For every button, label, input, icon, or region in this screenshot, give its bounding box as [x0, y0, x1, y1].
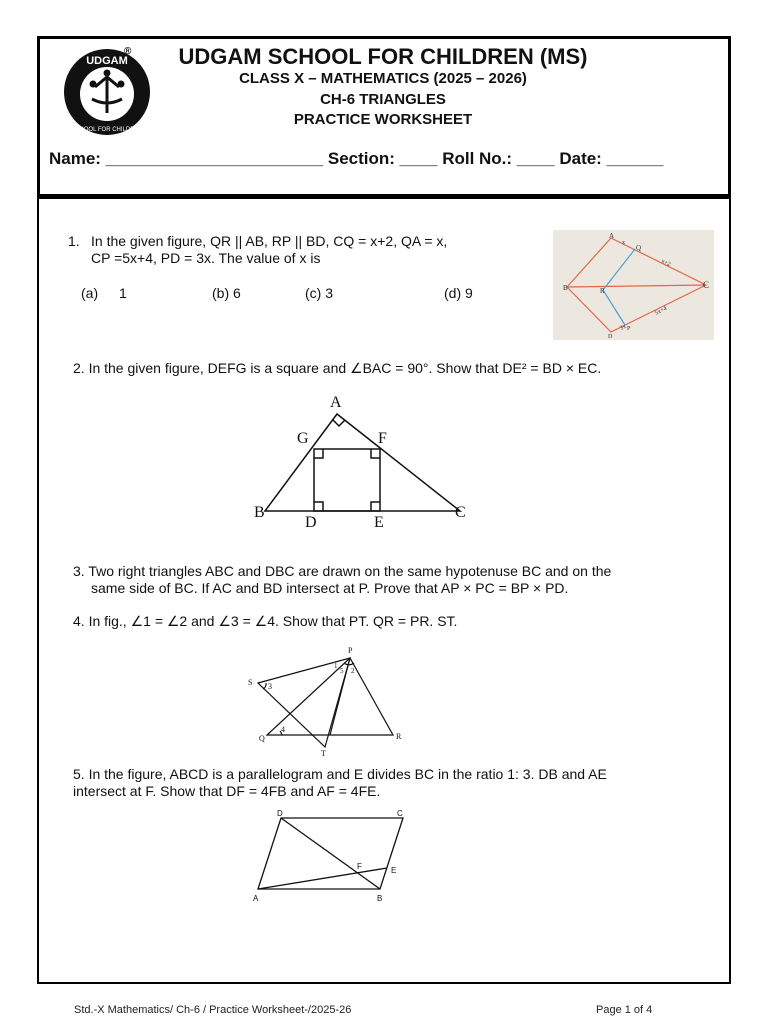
q5-label-B: B — [377, 894, 383, 903]
q5-line2: intersect at F. Show that DF = 4FB and AF = 4FE. — [73, 783, 381, 799]
q4-angle-2: 2 — [351, 667, 355, 675]
q5-label-D: D — [277, 809, 283, 818]
q5-line1: 5. In the figure, ABCD is a parallelogram and E divides BC in the ratio 1: 3. DB and AE — [73, 766, 607, 782]
q4-angle-5: 5 — [340, 667, 344, 675]
footer-left: Std.-X Mathematics/ Ch-6 / Practice Worksheet-/2025-26 — [74, 1004, 352, 1016]
q1-option-d: (d) 9 — [444, 285, 473, 301]
q4-label-T: T — [321, 749, 326, 758]
q1-label-R: R — [600, 287, 605, 295]
school-name: UDGAM SCHOOL FOR CHILDREN (MS) — [178, 44, 588, 69]
q3-line1: 3. Two right triangles ABC and DBC are drawn on the same hypotenuse BC and on the — [73, 563, 612, 579]
q2-text: 2. In the given figure, DEFG is a square and ∠BAC = 90°. Show that DE² = BD × EC. — [73, 360, 602, 376]
q4-angle-4: 4 — [281, 725, 285, 734]
q2-label-B: B — [254, 504, 265, 521]
class-subject: CLASS X – MATHEMATICS (2025 – 2026) — [239, 70, 527, 87]
q5-label-C: C — [397, 809, 403, 818]
q1-number: 1. — [68, 233, 80, 249]
q1-label-B: B — [563, 284, 568, 292]
q5-label-E: E — [391, 866, 397, 875]
q2-label-A: A — [330, 394, 342, 411]
q4-angle-3: 3 — [268, 682, 272, 691]
q1-line2: CP =5x+4, PD = 3x. The value of x is — [91, 250, 321, 266]
q1-label-cq: x+2 — [660, 258, 672, 269]
q1-label-cp: 5x+4 — [654, 305, 668, 317]
q5-label-A: A — [253, 894, 259, 903]
q5-label-F: F — [357, 862, 362, 871]
q2-label-F: F — [378, 430, 387, 447]
q4-label-R: R — [396, 732, 402, 741]
svg-text:SCHOOL FOR CHILDREN: SCHOOL FOR CHILDREN — [71, 127, 143, 133]
q1-figure — [553, 230, 714, 340]
q4-angle-1: 1 — [334, 662, 338, 670]
q1-label-qa: x — [622, 240, 625, 246]
q5-figure — [250, 805, 410, 905]
q1-label-Q: Q — [636, 244, 642, 252]
footer-page-number: Page 1 of 4 — [596, 1004, 653, 1016]
q4-figure — [240, 643, 410, 758]
q1-label-C: C — [703, 280, 710, 290]
q4-label-P: P — [348, 646, 353, 655]
q2-figure — [250, 390, 475, 530]
registered-mark: ® — [124, 46, 132, 57]
svg-text:UDGAM: UDGAM — [86, 55, 128, 67]
q1-label-pd: 3x — [619, 323, 628, 332]
q1-label-P: P — [627, 326, 631, 332]
q4-text: 4. In fig., ∠1 = ∠2 and ∠3 = ∠4. Show that PT. QR = PR. ST. — [73, 613, 458, 629]
school-logo — [62, 47, 152, 137]
q1-option-a-label: (a) — [81, 285, 99, 301]
q4-label-Q: Q — [259, 734, 265, 743]
q1-option-c: (c) 3 — [305, 285, 333, 301]
student-fields-line: Name: _______________________ Section: ____ Roll No.: ____ Date: ______ — [49, 149, 664, 168]
q4-label-S: S — [248, 678, 253, 687]
q1-line1: In the given figure, QR || AB, RP || BD, CQ = x+2, QA = x, — [91, 233, 448, 249]
q1-option-a-value: 1 — [119, 285, 127, 301]
q3-line2: same side of BC. If AC and BD intersect at P. Prove that AP × PC = BP × PD. — [91, 580, 569, 596]
chapter-title: CH-6 TRIANGLES — [320, 91, 446, 108]
q2-label-C: C — [455, 504, 466, 521]
q2-label-E: E — [374, 514, 384, 530]
worksheet-title: PRACTICE WORKSHEET — [293, 111, 473, 128]
q2-label-D: D — [305, 514, 317, 530]
q1-label-A: A — [609, 232, 615, 240]
q2-label-G: G — [297, 430, 309, 447]
q1-label-D: D — [608, 334, 613, 340]
q1-option-b: (b) 6 — [212, 285, 241, 301]
